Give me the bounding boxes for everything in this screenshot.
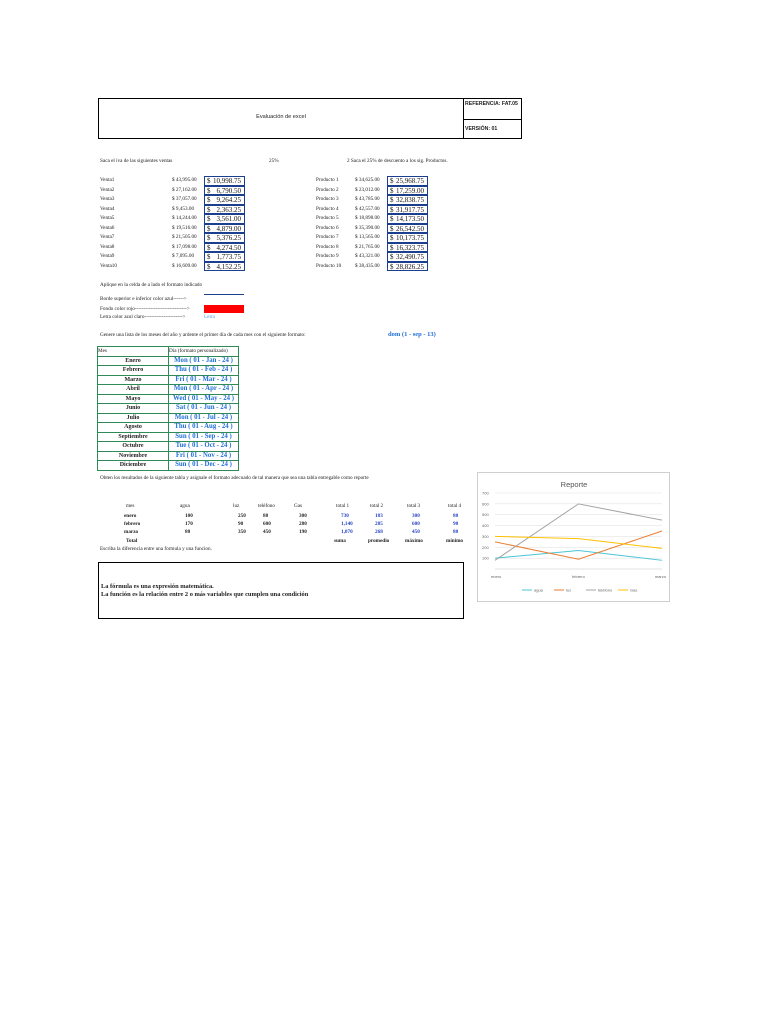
report-cell[interactable]: enero	[124, 513, 137, 519]
sale-result: 3,561.00	[216, 215, 241, 223]
report-cell[interactable]: 285	[375, 521, 383, 527]
legend-label: Gas	[630, 587, 638, 593]
day-cell[interactable]: Sat ( 01 - Jun - 24 )	[169, 404, 239, 414]
fill-label: Fondo color rojo------------------------------>	[100, 306, 190, 312]
report-chart[interactable]	[477, 472, 670, 602]
report-cell[interactable]: 300	[299, 513, 307, 519]
month-cell[interactable]: Octubre	[98, 442, 169, 452]
table-row	[98, 461, 239, 471]
sale-result: 10,998.75	[213, 177, 241, 185]
report-cell[interactable]: 730	[341, 513, 349, 519]
product-label: Producto 2	[316, 186, 339, 193]
product-result: 10,173.75	[396, 234, 424, 242]
font-label: Letra color azul claro---------------------->	[100, 314, 186, 320]
iva-rate: 25%	[269, 158, 279, 164]
report-total-cell: suma	[334, 538, 346, 544]
product-label: Producto 5	[316, 215, 339, 221]
report-header-cell: total 1	[336, 503, 350, 509]
day-cell[interactable]: Mon ( 01 - Apr - 24 )	[169, 385, 239, 395]
report-total-cell: Total	[126, 538, 138, 544]
sale-result: 9,264.25	[216, 196, 241, 204]
table-row	[98, 394, 239, 404]
product-amount: $ 18,898.00	[355, 215, 380, 221]
month-cell[interactable]: Noviembre	[98, 451, 169, 461]
product-result-cell[interactable]	[387, 243, 428, 253]
y-tick-label: 300	[482, 533, 489, 539]
sale-amount: $ 43,995.00	[172, 177, 197, 183]
sale-amount: $ 7,095.00	[172, 253, 195, 259]
day-cell[interactable]: Sun ( 01 - Sep - 24 )	[169, 432, 239, 442]
currency-symbol: $	[207, 224, 211, 233]
currency-symbol: $	[207, 177, 211, 185]
product-result-cell[interactable]	[387, 195, 428, 205]
font-sample: Letra	[204, 314, 215, 320]
sale-result: 5,376.25	[216, 234, 241, 242]
table-row	[98, 451, 239, 461]
currency-symbol: $	[390, 186, 394, 195]
product-amount: $ 21,765.00	[355, 243, 380, 250]
report-header-cell: agua	[180, 503, 190, 509]
months-table	[97, 346, 239, 471]
function-definition: La función es la relación entre 2 o más variables que cumplen una condición	[101, 591, 309, 598]
x-tick-label: marzo	[654, 574, 666, 579]
months-header-row	[98, 347, 239, 357]
table-row	[98, 442, 239, 452]
chart-title: Reporte	[560, 480, 588, 489]
sale-amount: $ 17,098.00	[172, 243, 197, 250]
report-cell[interactable]: 600	[412, 521, 420, 527]
product-label: Producto 4	[316, 205, 339, 212]
sale-result-cell[interactable]	[204, 205, 245, 215]
currency-symbol: $	[390, 243, 394, 252]
table-row	[98, 356, 239, 366]
header-divider	[463, 119, 522, 120]
day-cell[interactable]: Fri ( 01 - Mar - 24 )	[169, 375, 239, 385]
product-result-cell[interactable]	[387, 205, 428, 215]
sale-result: 4,152.25	[216, 262, 241, 271]
currency-symbol: $	[390, 262, 394, 271]
sale-label: Venta5	[100, 215, 115, 221]
product-result: 25,968.75	[396, 177, 424, 185]
report-cell[interactable]: 90	[453, 521, 459, 527]
page-title: Evaluación de excel	[256, 114, 306, 120]
currency-symbol: $	[207, 253, 211, 261]
report-cell[interactable]: 80	[185, 529, 191, 535]
sale-result-cell[interactable]	[204, 214, 245, 224]
currency-symbol: $	[390, 215, 394, 223]
report-cell[interactable]: 300	[412, 513, 420, 519]
sale-label: Venta2	[100, 186, 115, 193]
reference-label: REFERENCIA: FAT.05	[465, 101, 518, 107]
legend-label: luz	[566, 587, 572, 593]
report-cell[interactable]: 90	[238, 521, 244, 527]
y-tick-label: 400	[482, 523, 489, 529]
sale-amount: $ 16,609.00	[172, 262, 197, 269]
report-header-cell: total 4	[448, 503, 462, 509]
sale-result-cell[interactable]	[204, 195, 245, 205]
report-cell[interactable]: 600	[263, 521, 271, 527]
sale-amount: $ 19,516.00	[172, 224, 197, 231]
report-cell[interactable]: 250	[238, 513, 246, 519]
report-header-cell: mes	[126, 503, 135, 509]
currency-symbol: $	[390, 196, 394, 204]
sale-amount: $ 9,453.00	[172, 205, 195, 212]
sale-result: 6,790.50	[216, 186, 241, 195]
report-cell[interactable]: 1,070	[341, 529, 353, 535]
table-row	[98, 385, 239, 395]
report-cell[interactable]: 170	[185, 521, 193, 527]
product-result: 32,838.75	[396, 196, 424, 204]
report-cell[interactable]: 80	[453, 529, 459, 535]
product-amount: $ 43,785.00	[355, 196, 380, 202]
chart-svg	[478, 473, 671, 603]
product-result-cell[interactable]	[387, 262, 428, 272]
sale-result-cell[interactable]	[204, 262, 245, 272]
product-amount: $ 23,012.00	[355, 186, 380, 193]
report-cell[interactable]: 450	[412, 529, 420, 535]
product-result-cell[interactable]	[387, 224, 428, 234]
day-cell[interactable]: Wed ( 01 - May - 24 )	[169, 394, 239, 404]
sale-label: Venta1	[100, 177, 115, 183]
table-row	[98, 413, 239, 423]
report-header-cell: teléfono	[258, 503, 275, 509]
formula-definition: La fórmula es una expresión matemática.	[101, 583, 214, 590]
y-tick-label: 100	[482, 555, 489, 561]
product-result: 14,173.50	[396, 215, 424, 223]
sale-label: Venta4	[100, 205, 115, 212]
currency-symbol: $	[390, 205, 394, 214]
month-cell[interactable]: Septiembre	[98, 432, 169, 442]
product-result: 32,490.75	[396, 253, 424, 261]
month-cell[interactable]: Julio	[98, 413, 169, 423]
currency-symbol: $	[207, 234, 211, 242]
currency-symbol: $	[207, 243, 211, 252]
report-cell[interactable]: 350	[238, 529, 246, 535]
report-cell[interactable]: 183	[375, 513, 383, 519]
product-label: Producto 3	[316, 196, 339, 202]
month-cell[interactable]: Mayo	[98, 394, 169, 404]
report-cell[interactable]: febrero	[124, 521, 141, 527]
border-label: Borde superior e inferior color azul------>	[100, 296, 187, 302]
currency-symbol: $	[390, 177, 394, 185]
report-cell[interactable]: 1,140	[341, 521, 353, 527]
currency-symbol: $	[390, 234, 394, 242]
iva-instruction: Saca el iva de las siguientes ventas	[100, 158, 173, 164]
sale-amount: $ 27,162.00	[172, 186, 197, 193]
report-header-cell: Gas	[294, 503, 303, 509]
product-label: Producto 9	[316, 253, 339, 259]
product-result-cell[interactable]	[387, 214, 428, 224]
sale-amount: $ 37,057.00	[172, 196, 197, 202]
col-month-header: Mes	[98, 347, 169, 357]
format-instruction: Aplique en la celda de a lado el formato indicado	[100, 282, 203, 288]
y-tick-label: 500	[482, 512, 489, 518]
formula-answer-box[interactable]	[98, 562, 464, 619]
currency-symbol: $	[390, 224, 394, 233]
day-cell[interactable]: Thu ( 01 - Aug - 24 )	[169, 423, 239, 433]
product-result: 16,323.75	[396, 243, 424, 252]
sale-result-cell[interactable]	[204, 176, 245, 186]
currency-symbol: $	[207, 205, 211, 214]
y-tick-label: 200	[482, 544, 489, 550]
sale-result-cell[interactable]	[204, 243, 245, 253]
sale-result: 1,773.75	[216, 253, 241, 261]
product-amount: $ 13,565.00	[355, 234, 380, 240]
currency-symbol: $	[390, 253, 394, 261]
format-example: dom (1 - sep - 13)	[388, 331, 436, 338]
report-total-cell: promedio	[368, 538, 390, 544]
report-header-cell: total 2	[370, 503, 384, 509]
product-label: Producto 1	[316, 177, 339, 183]
report-cell[interactable]: 268	[375, 529, 383, 535]
product-result: 28,826.25	[396, 262, 424, 271]
product-amount: $ 35,390.00	[355, 224, 380, 231]
product-amount: $ 38,435.00	[355, 262, 380, 269]
table-row	[98, 366, 239, 376]
month-cell[interactable]: Marzo	[98, 375, 169, 385]
sale-result: 4,879.00	[216, 224, 241, 233]
product-result: 17,259.00	[396, 186, 424, 195]
month-cell[interactable]: Abril	[98, 385, 169, 395]
fill-sample-cell[interactable]	[204, 305, 244, 313]
sale-result: 4,274.50	[216, 243, 241, 252]
product-label: Producto 8	[316, 243, 339, 250]
currency-symbol: $	[207, 262, 211, 271]
month-cell[interactable]: Diciembre	[98, 461, 169, 471]
discount-instruction: 2 Saca el 25% de descuento a los sig. Productos.	[347, 158, 448, 164]
border-sample-cell[interactable]	[204, 294, 244, 295]
report-header-cell: luz	[233, 503, 240, 509]
report-cell[interactable]: 100	[185, 513, 193, 519]
sale-amount: $ 21,505.00	[172, 234, 197, 240]
month-cell[interactable]: Junio	[98, 404, 169, 414]
product-amount: $ 34,625.00	[355, 177, 380, 183]
product-result: 26,542.50	[396, 224, 424, 233]
version-label: VERSIÓN: 01	[465, 126, 498, 132]
sale-label: Venta9	[100, 253, 115, 259]
day-cell[interactable]: Thu ( 01 - Feb - 24 )	[169, 366, 239, 376]
sale-label: Venta7	[100, 234, 115, 240]
day-cell[interactable]: Fri ( 01 - Nov - 24 )	[169, 451, 239, 461]
sale-result-cell[interactable]	[204, 224, 245, 234]
product-amount: $ 42,557.00	[355, 205, 380, 212]
sale-amount: $ 14,244.00	[172, 215, 197, 221]
sale-label: Venta8	[100, 243, 115, 250]
product-result-cell[interactable]	[387, 176, 428, 186]
sale-label: Venta3	[100, 196, 115, 202]
product-amount: $ 43,321.00	[355, 253, 380, 259]
report-cell[interactable]: marzo	[124, 529, 139, 535]
table-row	[98, 375, 239, 385]
day-cell[interactable]: Tue ( 01 - Oct - 24 )	[169, 442, 239, 452]
currency-symbol: $	[207, 215, 211, 223]
series-line-teléfono	[495, 504, 662, 560]
day-cell[interactable]: Mon ( 01 - Jul - 24 )	[169, 413, 239, 423]
report-total-cell: máximo	[405, 538, 423, 544]
product-label: Producto 6	[316, 224, 339, 231]
report-cell[interactable]: 190	[299, 529, 307, 535]
day-cell[interactable]: Mon ( 01 - Jan - 24 )	[169, 356, 239, 366]
report-header-cell: total 3	[407, 503, 421, 509]
y-tick-label: 700	[482, 490, 489, 496]
diff-instruction: Escriba la diferencia entre una formula y una funcion.	[100, 546, 212, 552]
sale-label: Venta6	[100, 224, 115, 231]
day-cell[interactable]: Sun ( 01 - Dec - 24 )	[169, 461, 239, 471]
product-result-cell[interactable]	[387, 252, 428, 262]
report-total-cell: mínimo	[446, 538, 464, 544]
product-label: Producto 7	[316, 234, 339, 240]
table-row	[98, 432, 239, 442]
product-label: Producto 10	[316, 262, 342, 269]
product-result-cell[interactable]	[387, 233, 428, 243]
month-cell[interactable]: Enero	[98, 356, 169, 366]
x-tick-label: febrero	[572, 574, 585, 579]
report-cell[interactable]: 450	[263, 529, 271, 535]
report-cell[interactable]: 80	[453, 513, 459, 519]
x-tick-label: enero	[491, 574, 502, 579]
table-row	[98, 404, 239, 414]
currency-symbol: $	[207, 186, 211, 195]
sale-result-cell[interactable]	[204, 233, 245, 243]
table-row	[98, 423, 239, 433]
legend-label: teléfono	[598, 587, 613, 593]
sale-label: Venta10	[100, 262, 117, 269]
month-cell[interactable]: Febrero	[98, 366, 169, 376]
months-instruction: Genere una lista de los meses del año y ardente el primer día de cada mes con el siguiente formato:	[100, 332, 306, 338]
col-day-header: Día (formato personalizado)	[169, 347, 239, 357]
y-tick-label: 600	[482, 501, 489, 507]
currency-symbol: $	[207, 196, 211, 204]
product-result-cell[interactable]	[387, 186, 428, 196]
sale-result-cell[interactable]	[204, 186, 245, 196]
product-result: 31,917.75	[396, 205, 424, 214]
sale-result-cell[interactable]	[204, 252, 245, 262]
report-cell[interactable]: 280	[299, 521, 307, 527]
report-cell[interactable]: 80	[263, 513, 269, 519]
month-cell[interactable]: Agosto	[98, 423, 169, 433]
sale-result: 2,363.25	[216, 205, 241, 214]
report-instruction: Obten los resultados de la siguiente tabla y asignale el formato adecuado de tal manera que sea una tabla entregable como reporte	[100, 475, 369, 481]
legend-label: agua	[534, 587, 543, 593]
